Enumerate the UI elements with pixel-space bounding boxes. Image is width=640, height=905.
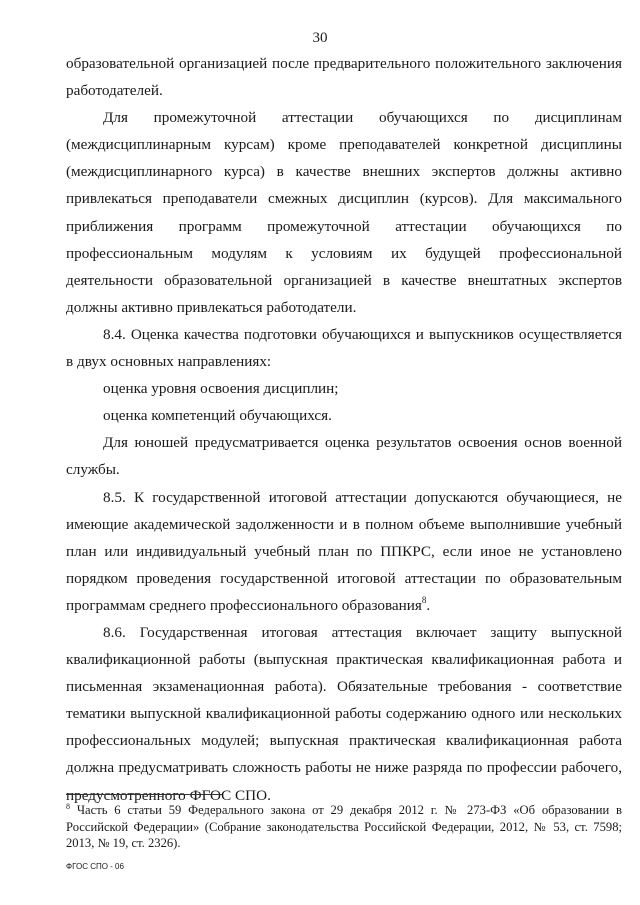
footnote-reference[interactable]: 8 — [421, 594, 427, 605]
list-item-discipline-assessment: оценка уровня освоения дисциплин; — [103, 380, 339, 398]
paragraph-intermediate-attestation: Для промежуточной аттестации обучающихся по дисциплинам (междисциплинарным курсам) кроме преподавателей конкретной дисциплины (междисциплинарного курса) в качестве внешних экспертов должны активно привлекаться преподаватели смежных дисциплин (курсов). Для максимального приближения программ промежуточной аттестации обучающихся по профессиональным модулям к условиям их будущей профессиональной деятельности образовательной организацией в качестве внештатных экспертов должны активно привлекаться работодатели. — [66, 109, 622, 316]
paragraph-military-service: Для юношей предусматривается оценка результатов освоения основ военной службы. — [66, 434, 622, 479]
paragraph-8-5-end: . — [426, 596, 431, 614]
footnote-text: Часть 6 статьи 59 Федерального закона от 29 декабря 2012 г. № 273-ФЗ «Об образовании в Российской Федерации» (Собрание законодательства Российской Федерации, 2012, № 53, ст. 7598; 2013, № 19, ст. 2326). — [66, 803, 623, 850]
footnote — [66, 802, 622, 852]
form-code: ФГОС СПО - 06 — [66, 862, 124, 871]
paragraph-8-5 — [66, 484, 622, 619]
list-item-competence-assessment: оценка компетенций обучающихся. — [103, 407, 332, 425]
paragraph-continuation: образовательной организацией после предварительного положительного заключения работодателей. — [66, 55, 622, 100]
paragraph-8-6: 8.6. Государственная итоговая аттестация включает защиту выпускной квалификационной работы (выпускная практическая квалификационная работа и письменная экзаменационная работа). Обязательные требования - соответствие тематики выпускной квалификационной работы содержанию одного или нескольких профессиональных модулей; выпускная практическая квалификационная работа должна предусматривать сложность работы не ниже разряда по профессии рабочего, предусмотренного ФГОС СПО. — [66, 623, 622, 804]
body-text — [66, 50, 622, 809]
paragraph-8-5-text: 8.5. К государственной итоговой аттестации допускаются обучающиеся, не имеющие академической задолженности и в полном объеме выполнившие учебный план или индивидуальный учебный план по ППКРС, если иное не установлено порядком проведения государственной итоговой аттестации по образовательным программам среднего профессионального образования — [66, 488, 622, 614]
footnote-separator — [66, 794, 222, 795]
footnote-marker: 8 — [66, 802, 70, 811]
page-number: 30 — [312, 30, 328, 46]
paragraph-8-4: 8.4. Оценка качества подготовки обучающихся и выпускников осуществляется в двух основных направлениях: — [66, 325, 622, 371]
